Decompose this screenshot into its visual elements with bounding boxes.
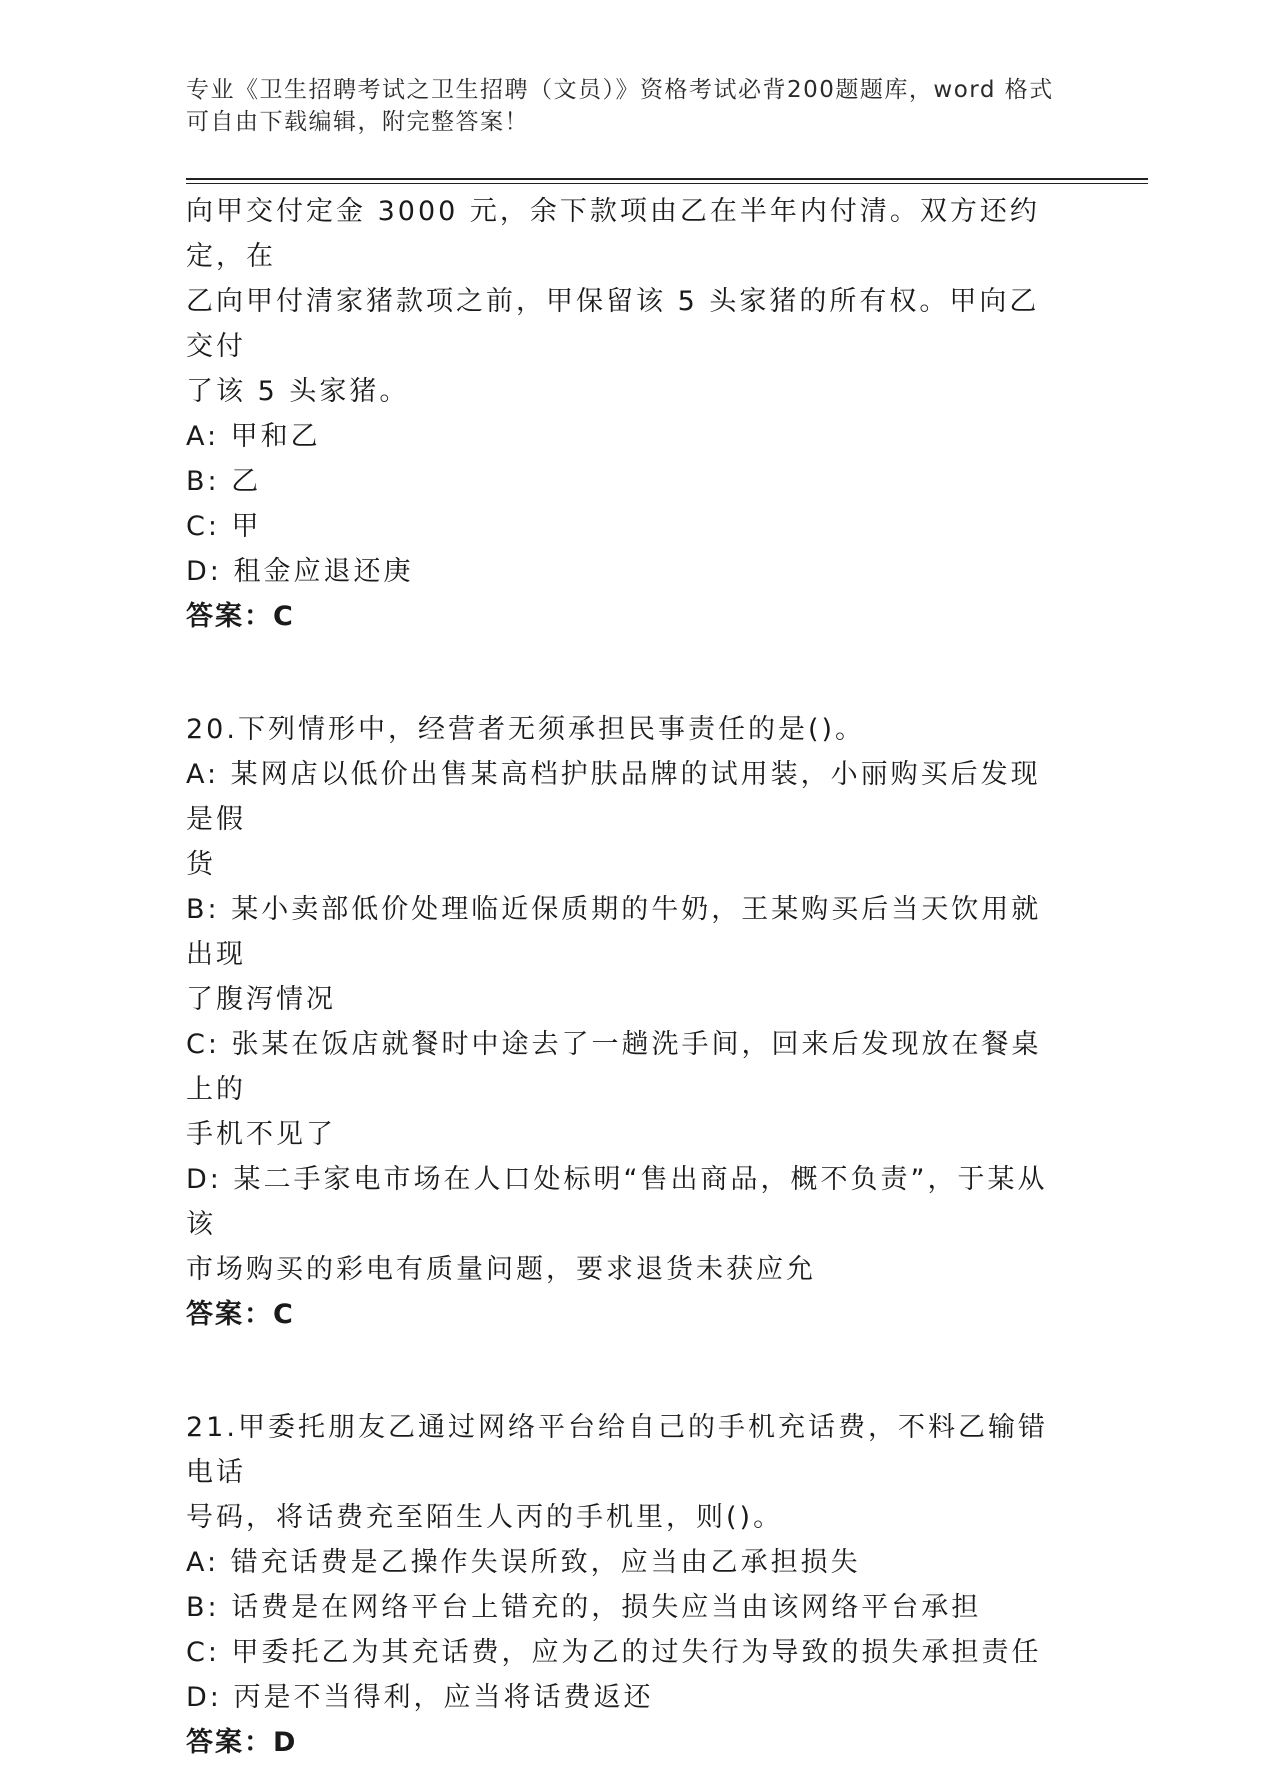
option-d: D: 租金应退还庚 [186, 556, 414, 587]
option-d: D: 某二手家电市场在人口处标明“售出商品，概不负责”，于某从该 [186, 1164, 1048, 1240]
answer-line: 答案：D [186, 1727, 298, 1758]
question-stem-line: 20.下列情形中，经营者无须承担民事责任的是()。 [186, 714, 866, 745]
question-stem-line: 号码，将话费充至陌生人丙的手机里，则()。 [186, 1502, 784, 1533]
option-b: B: 某小卖部低价处理临近保质期的牛奶，王某购买后当天饮用就出现 [186, 894, 1042, 970]
option-a: A: 甲和乙 [186, 421, 321, 452]
question-stem-line: 21.甲委托朋友乙通过网络平台给自己的手机充话费，不料乙输错电话 [186, 1412, 1048, 1488]
question-stem-line: 乙向甲付清家猪款项之前，甲保留该 5 头家猪的所有权。甲向乙交付 [186, 286, 1040, 362]
question-stem-line: 向甲交付定金 3000 元，余下款项由乙在半年内付清。双方还约定，在 [186, 196, 1040, 272]
option-b: B: 乙 [186, 466, 262, 497]
option-c: C: 甲 [186, 511, 262, 542]
option-d: D: 丙是不当得利，应当将话费返还 [186, 1682, 654, 1713]
option-b: B: 话费是在网络平台上错充的，损失应当由该网络平台承担 [186, 1592, 982, 1623]
answer-line: 答案：C [186, 1299, 295, 1330]
option-a: A: 某网店以低价出售某高档护肤品牌的试用装，小丽购买后发现是假 [186, 759, 1041, 835]
document-header: 专业《卫生招聘考试之卫生招聘（文员）》资格考试必背200题题库，word 格式可自由下载编辑，附完整答案！ [186, 77, 1054, 135]
spacer [186, 639, 1066, 707]
option-d-continued: 市场购买的彩电有质量问题，要求退货未获应允 [186, 1254, 816, 1285]
question-stem-line: 了该 5 头家猪。 [186, 376, 410, 407]
answer-line: 答案：C [186, 601, 295, 632]
question-block-20 [186, 707, 1066, 1337]
option-c: C: 甲委托乙为其充话费，应为乙的过失行为导致的损失承担责任 [186, 1637, 1042, 1668]
option-c-continued: 手机不见了 [186, 1119, 336, 1150]
question-block-21 [186, 1405, 1066, 1765]
option-b-continued: 了腹泻情况 [186, 984, 336, 1015]
spacer [186, 1337, 1066, 1405]
option-a: A: 错充话费是乙操作失误所致，应当由乙承担损失 [186, 1547, 861, 1578]
option-a-continued: 货 [186, 849, 216, 880]
question-block-prev [186, 189, 1066, 639]
option-c: C: 张某在饭店就餐时中途去了一趟洗手间，回来后发现放在餐桌上的 [186, 1029, 1042, 1105]
header-divider-thick [186, 178, 1148, 180]
header-divider-thin [186, 183, 1148, 184]
document-content [186, 189, 1066, 1765]
